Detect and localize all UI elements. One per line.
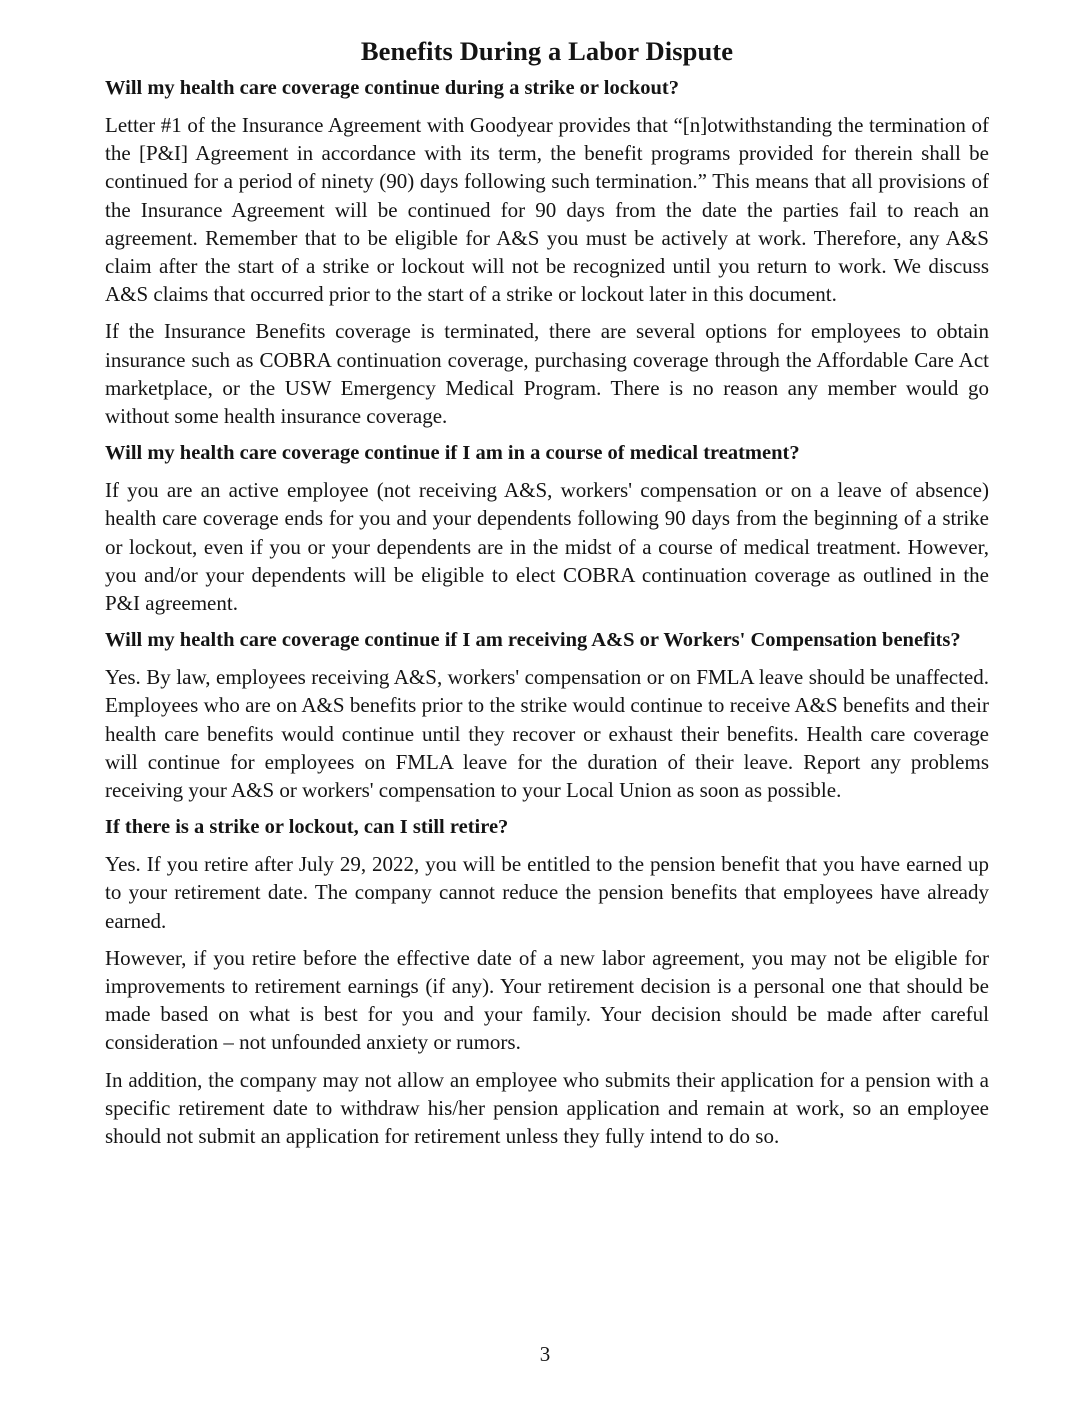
- page-number: 3: [539, 1342, 551, 1366]
- section-heading: Will my health care coverage continue if I am in a course of medical treatment?: [105, 442, 800, 465]
- paragraph: Yes. By law, employees receiving A&S, workers' compensation or on FMLA leave should be unaffected. Employees who are on A&S benefits prior to the strike would continue to receive A&S benefits and their health care benefits would continue until they recover or exhaust their benefits. Health care coverage will continue for employees on FMLA leave for the duration of their leave. Report any problems receiving your A&S or workers' compensation to your Local Union as soon as possible.: [105, 665, 989, 803]
- section-retirement: [105, 813, 989, 1150]
- paragraph: However, if you retire before the effective date of a new labor agreement, you may not be eligible for improvements to retirement earnings (if any). Your retirement decision is a personal one that should be made based on what is best for you and your family. Your decision should be made after careful consideration – not unfounded anxiety or rumors.: [105, 945, 989, 1055]
- section-heading: Will my health care coverage continue if I am receiving A&S or Workers' Compensation benefits?: [105, 629, 961, 652]
- section-health-coverage-strike: [105, 74, 989, 430]
- paragraph: Letter #1 of the Insurance Agreement with Goodyear provides that “[n]otwithstanding the termination of the [P&I] Agreement in accordance with its term, the benefit programs provided for therein shall be continued for a period of ninety (90) days following such termination.” This means that all provisions of the Insurance Agreement will be continued for 90 days from the date the parties fail to reach an agreement. Remember that to be eligible for A&S you must be actively at work. Therefore, any A&S claim after the start of a strike or lockout will not be recognized until you return to work. We discuss A&S claims that occurred prior to the start of a strike or lockout later in this document.: [105, 113, 989, 307]
- section-heading: Will my health care coverage continue during a strike or lockout?: [105, 77, 679, 99]
- section-as-workers-comp: [105, 626, 989, 804]
- paragraph: If you are an active employee (not receiving A&S, workers' compensation or on a leave of absence) health care coverage ends for you and your dependents following 90 days from the beginning of a strike or lockout, even if you or your dependents are in the midst of a course of medical treatment. However, you and/or your dependents will be eligible to elect COBRA continuation coverage as outlined in the P&I agreement.: [105, 478, 989, 616]
- page-title: Benefits During a Labor Dispute: [360, 36, 734, 66]
- section-medical-treatment: [105, 439, 989, 617]
- paragraph: If the Insurance Benefits coverage is terminated, there are several options for employees to obtain insurance such as COBRA continuation coverage, purchasing coverage through the Affordable Care Act marketplace, or the USW Emergency Medical Program. There is no reason any member would go without some health insurance coverage.: [105, 319, 989, 429]
- document-page: [105, 34, 989, 1159]
- paragraph: In addition, the company may not allow an employee who submits their application for a pension with a specific retirement date to withdraw his/her pension application and remain at work, so an employee should not submit an application for retirement unless they fully intend to do so.: [105, 1067, 989, 1149]
- paragraph: Yes. If you retire after July 29, 2022, you will be entitled to the pension benefit that you have earned up to your retirement date. The company cannot reduce the pension benefits that employees have already earned.: [105, 852, 989, 933]
- section-heading: If there is a strike or lockout, can I still retire?: [105, 816, 509, 839]
